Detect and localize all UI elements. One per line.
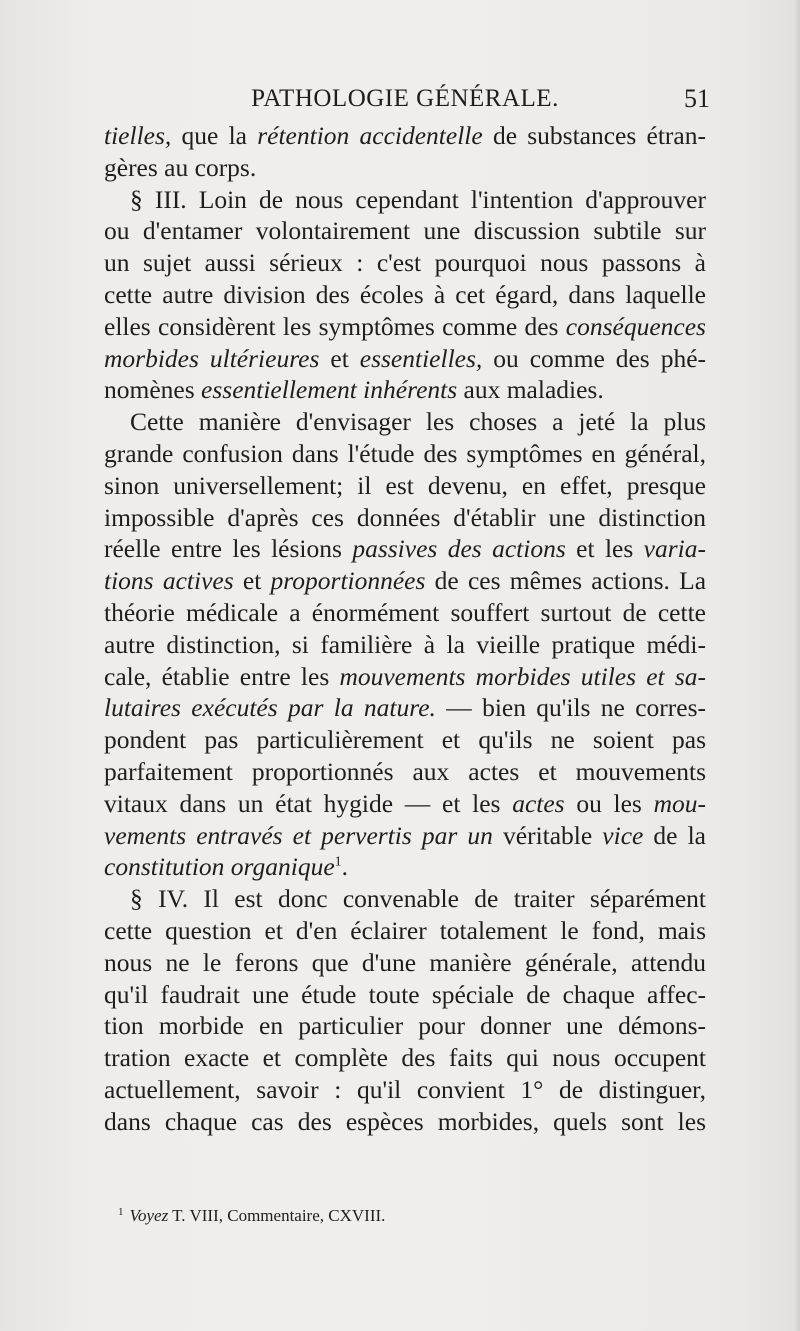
italic-phrase: mou- — [653, 788, 707, 818]
text-line: lutaires exécutés par la nature. — bien qu'ils ne corres- — [104, 693, 706, 723]
text-line: ou d'entamer volontairement une discussion subtile sur — [104, 216, 706, 246]
italic-phrase: constitution organique — [104, 852, 335, 882]
italic-phrase: morbides ultérieures — [104, 343, 320, 373]
text-line: impossible d'après ces données d'établir une distinction — [104, 502, 706, 532]
text-line: autre distinction, si familière à la vieille pratique médi- — [104, 629, 706, 659]
text-line: tion morbide en particulier pour donner une démons- — [104, 1011, 706, 1041]
italic-phrase: essentiellement inhérents — [201, 375, 458, 405]
text-line: qu'il faudrait une étude toute spéciale de chaque affec- — [104, 979, 706, 1009]
text-line: parfaitement proportionnés aux actes et mouvements — [104, 756, 706, 786]
text-line: morbides ultérieures et essentielles, ou comme des phé- — [104, 343, 707, 373]
text-line: nomènes essentiellement inhérents aux maladies. — [104, 375, 604, 405]
footnote-reference: 1 — [334, 854, 342, 870]
text-line: cette question et d'en éclairer totalement le fond, mais — [104, 915, 706, 945]
text-line: § IV. Il est donc convenable de traiter séparément — [130, 884, 706, 914]
italic-phrase: tielles, — [104, 121, 172, 150]
italic-phrase: vice — [602, 820, 644, 850]
italic-phrase: rétention accidentelle — [257, 121, 483, 150]
text-line: gères au corps. — [104, 152, 257, 182]
italic-phrase: vements entravés et pervertis par un — [104, 820, 493, 850]
text-line: constitution organique$^1$. — [104, 852, 349, 882]
italic-phrase: conséquences — [565, 311, 706, 341]
page-header — [100, 82, 710, 118]
text-line: nous ne le ferons que d'une manière générale, attendu — [104, 947, 706, 977]
text-line: un sujet aussi sérieux : c'est pourquoi nous passons à — [104, 248, 706, 278]
italic-phrase: tions actives — [104, 566, 234, 596]
text-line: actuellement, savoir : qu'il convient 1° de distinguer, — [104, 1074, 706, 1104]
italic-phrase: varia- — [643, 534, 706, 564]
text-line: vements entravés et pervertis par un véritable vice de la — [104, 820, 706, 850]
page-number: 51 — [684, 84, 710, 113]
footnote-mark: 1 — [118, 1206, 124, 1218]
italic-phrase: proportionnées — [270, 566, 426, 596]
text-line: Cette manière d'envisager les choses a jeté la plus — [130, 407, 706, 437]
text-line: pondent pas particulièrement et qu'ils ne soient pas — [104, 725, 706, 755]
italic-phrase: mouvements morbides utiles et sa- — [339, 661, 706, 691]
text-line: tielles, que la rétention accidentelle de substances étran- — [104, 121, 706, 150]
footnote-text-roman: T. VIII, Commentaire, CXVIII. — [168, 1206, 386, 1225]
footnote-text — [130, 1206, 386, 1225]
text-line: sinon universellement; il est devenu, en effet, presque — [104, 470, 706, 500]
text-line: dans chaque cas des espèces morbides, quels sont les — [104, 1106, 706, 1136]
footnote — [118, 1200, 385, 1228]
running-head: PATHOLOGIE GÉNÉRALE. — [251, 85, 559, 112]
italic-phrase: actes — [512, 788, 565, 818]
text-line: § III. Loin de nous cependant l'intention d'approuver — [130, 184, 706, 214]
text-line: réelle entre les lésions passives des actions et les varia- — [104, 534, 706, 564]
text-line: tration exacte et complète des faits qui nous occupent — [104, 1043, 706, 1073]
text-line: cale, établie entre les mouvements morbides utiles et sa- — [104, 661, 706, 691]
body-text — [104, 120, 706, 1138]
footnote-text-italic: Voyez — [129, 1206, 169, 1225]
text-line: vitaux dans un état hygide — et les actes ou les mou- — [104, 788, 707, 818]
text-line: cette autre division des écoles à cet égard, dans laquelle — [104, 279, 706, 309]
italic-phrase: lutaires exécutés par la nature. — [104, 693, 436, 723]
text-line: théorie médicale a énormément souffert surtout de cette — [104, 597, 706, 627]
page-edge-shadow — [794, 0, 800, 1331]
text-line: tions actives et proportionnées de ces mêmes actions. La — [104, 566, 707, 596]
italic-phrase: passives des actions — [352, 534, 566, 564]
text-line: grande confusion dans l'étude des symptômes en général, — [104, 438, 706, 468]
italic-phrase: essentielles, — [359, 343, 483, 373]
text-line: elles considèrent les symptômes comme des conséquences — [104, 311, 706, 341]
